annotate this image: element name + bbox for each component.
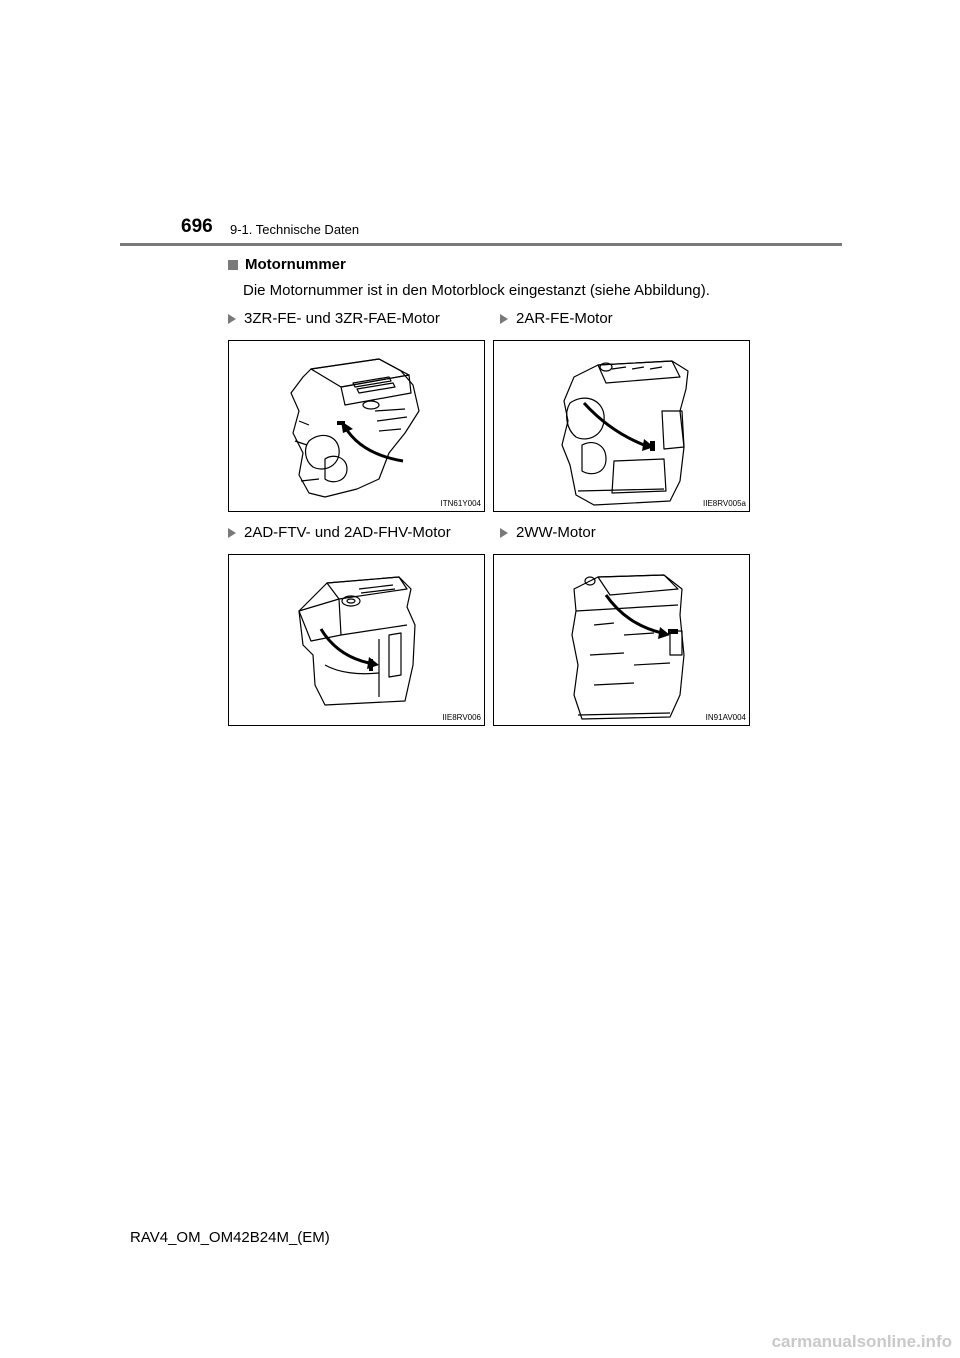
square-bullet-icon	[228, 260, 238, 270]
engine-drawing	[494, 341, 751, 513]
caption-text: 3ZR-FE- und 3ZR-FAE-Motor	[244, 310, 440, 327]
figure-caption-1	[228, 310, 440, 327]
triangle-bullet-icon	[500, 314, 508, 324]
intro-paragraph: Die Motornummer ist in den Motorblock eingestanzt (siehe Abbildung).	[243, 282, 710, 299]
figure-code: IIE8RV006	[442, 713, 481, 722]
document-id: RAV4_OM_OM42B24M_(EM)	[130, 1229, 330, 1246]
figure-caption-3	[228, 524, 451, 541]
caption-text: 2AR-FE-Motor	[516, 310, 613, 327]
engine-drawing	[229, 555, 486, 727]
figure-code: IIE8RV005a	[703, 499, 746, 508]
figure-code: IN91AV004	[705, 713, 746, 722]
figure-code: ITN61Y004	[440, 499, 481, 508]
header-divider	[120, 243, 842, 246]
page-number: 696	[181, 216, 213, 237]
figure-caption-4	[500, 524, 596, 541]
engine-illustration-2	[493, 340, 750, 512]
engine-drawing	[494, 555, 751, 727]
figure-caption-2	[500, 310, 613, 327]
heading-text: Motornummer	[245, 256, 346, 273]
section-title: 9-1. Technische Daten	[230, 222, 360, 237]
triangle-bullet-icon	[500, 528, 508, 538]
engine-illustration-1	[228, 340, 485, 512]
caption-text: 2WW-Motor	[516, 524, 596, 541]
engine-illustration-4	[493, 554, 750, 726]
engine-drawing	[229, 341, 486, 513]
triangle-bullet-icon	[228, 528, 236, 538]
caption-text: 2AD-FTV- und 2AD-FHV-Motor	[244, 524, 451, 541]
section-heading	[228, 256, 346, 273]
engine-illustration-3	[228, 554, 485, 726]
watermark: carmanualsonline.info	[771, 1332, 952, 1351]
triangle-bullet-icon	[228, 314, 236, 324]
